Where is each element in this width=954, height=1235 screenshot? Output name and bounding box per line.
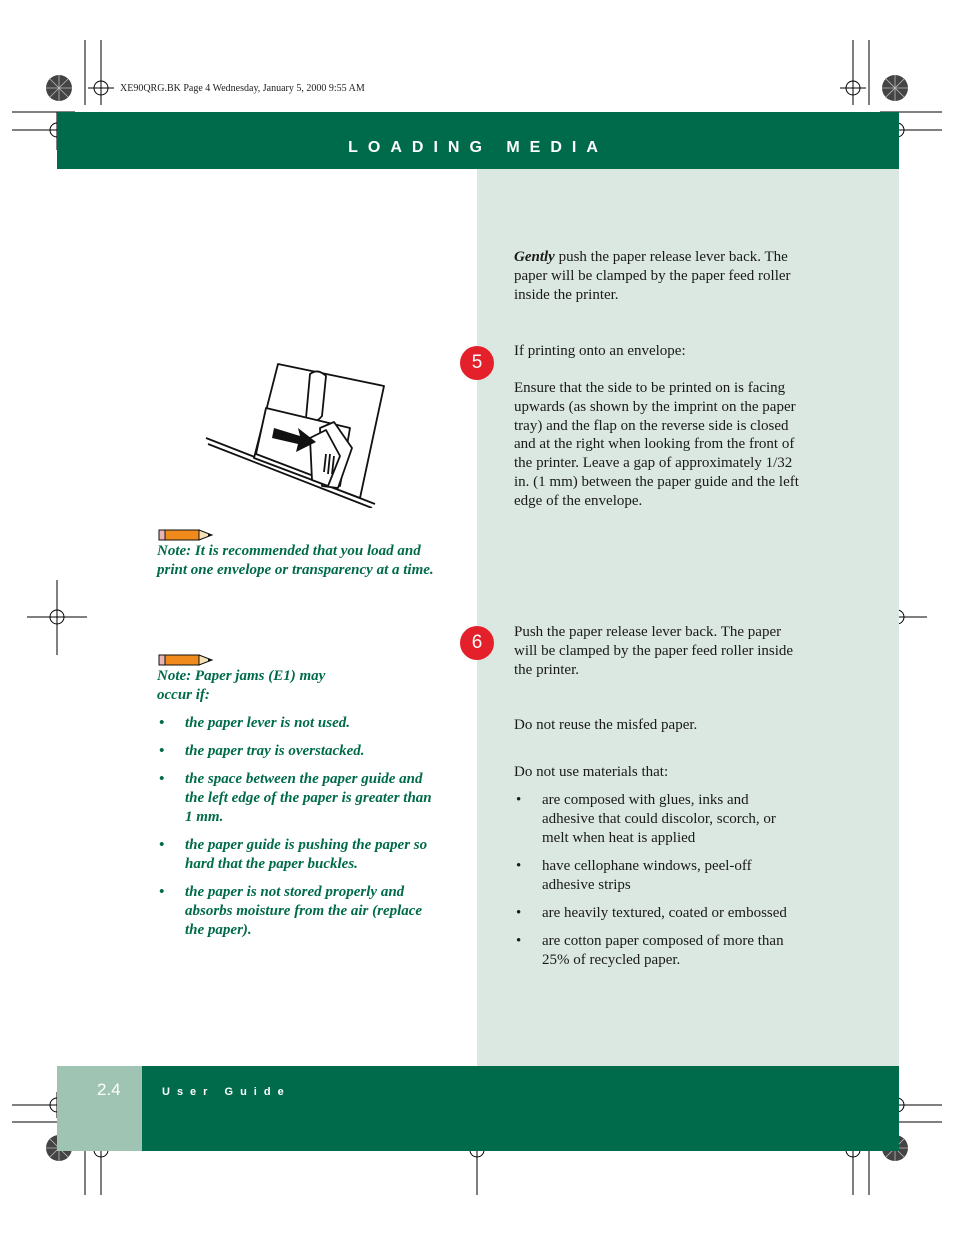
- note-envelope-one-at-a-time: Note: It is recommended that you load and print one envelope or transparency at a time.: [157, 543, 434, 578]
- list-item: • are composed with glues, inks and adhesive that could discolor, scorch, or melt when heat is applied: [514, 791, 804, 847]
- paper-jam-causes-list: [157, 714, 437, 949]
- note-paper-jams-intro: Note: Paper jams (E1) may occur if:: [157, 668, 326, 703]
- list-item: • the paper lever is not used.: [157, 714, 437, 733]
- step-5-badge: 5: [460, 346, 494, 380]
- step-5-body: Ensure that the side to be printed on is facing upwards (as shown by the imprint on the paper tray) and the flap on the reverse side is closed and at the right when looking from the front of the printer. Leave a gap of approximately 1/32 in. (1 mm) between the paper guide and the left edge of the envelope.: [514, 380, 799, 509]
- step-5-lead: If printing onto an envelope:: [514, 343, 686, 359]
- footer-bar: [142, 1066, 899, 1151]
- list-item: • the paper tray is overstacked.: [157, 742, 437, 761]
- list-item: • are cotton paper composed of more than 25% of recycled paper.: [514, 932, 804, 970]
- list-item: • are heavily textured, coated or embossed: [514, 904, 804, 923]
- misfed-warning: Do not reuse the misfed paper.: [514, 717, 698, 733]
- page-number: 2.4: [97, 1080, 121, 1099]
- footer-page-tab: [57, 1066, 142, 1151]
- print-slug-line: XE90QRG.BK Page 4 Wednesday, January 5, 2000 9:55 AM: [120, 83, 365, 94]
- step-6-body: Push the paper release lever back. The paper will be clamped by the paper feed roller inside the printer.: [514, 624, 794, 678]
- section-title: LOADING MEDIA: [348, 139, 608, 156]
- pencil-icon: [158, 653, 214, 667]
- list-item: • have cellophane windows, peel-off adhesive strips: [514, 857, 804, 895]
- intro-emphasis: Gently: [514, 249, 555, 265]
- list-item: • the paper guide is pushing the paper so hard that the paper buckles.: [157, 836, 437, 874]
- materials-list: [514, 791, 804, 979]
- pencil-icon: [158, 528, 214, 542]
- footer-label: User Guide: [162, 1086, 291, 1098]
- materials-intro: Do not use materials that:: [514, 764, 669, 780]
- list-item: • the paper is not stored properly and absorbs moisture from the air (replace the paper).: [157, 883, 437, 939]
- step-6-badge: 6: [460, 626, 494, 660]
- intro-text: push the paper release lever back. The paper will be clamped by the paper feed roller inside the printer.: [514, 249, 791, 303]
- intro-paragraph: [514, 248, 804, 304]
- list-item: • the space between the paper guide and the left edge of the paper is greater than 1 mm.: [157, 770, 437, 826]
- envelope-in-tray-illustration: [200, 358, 400, 508]
